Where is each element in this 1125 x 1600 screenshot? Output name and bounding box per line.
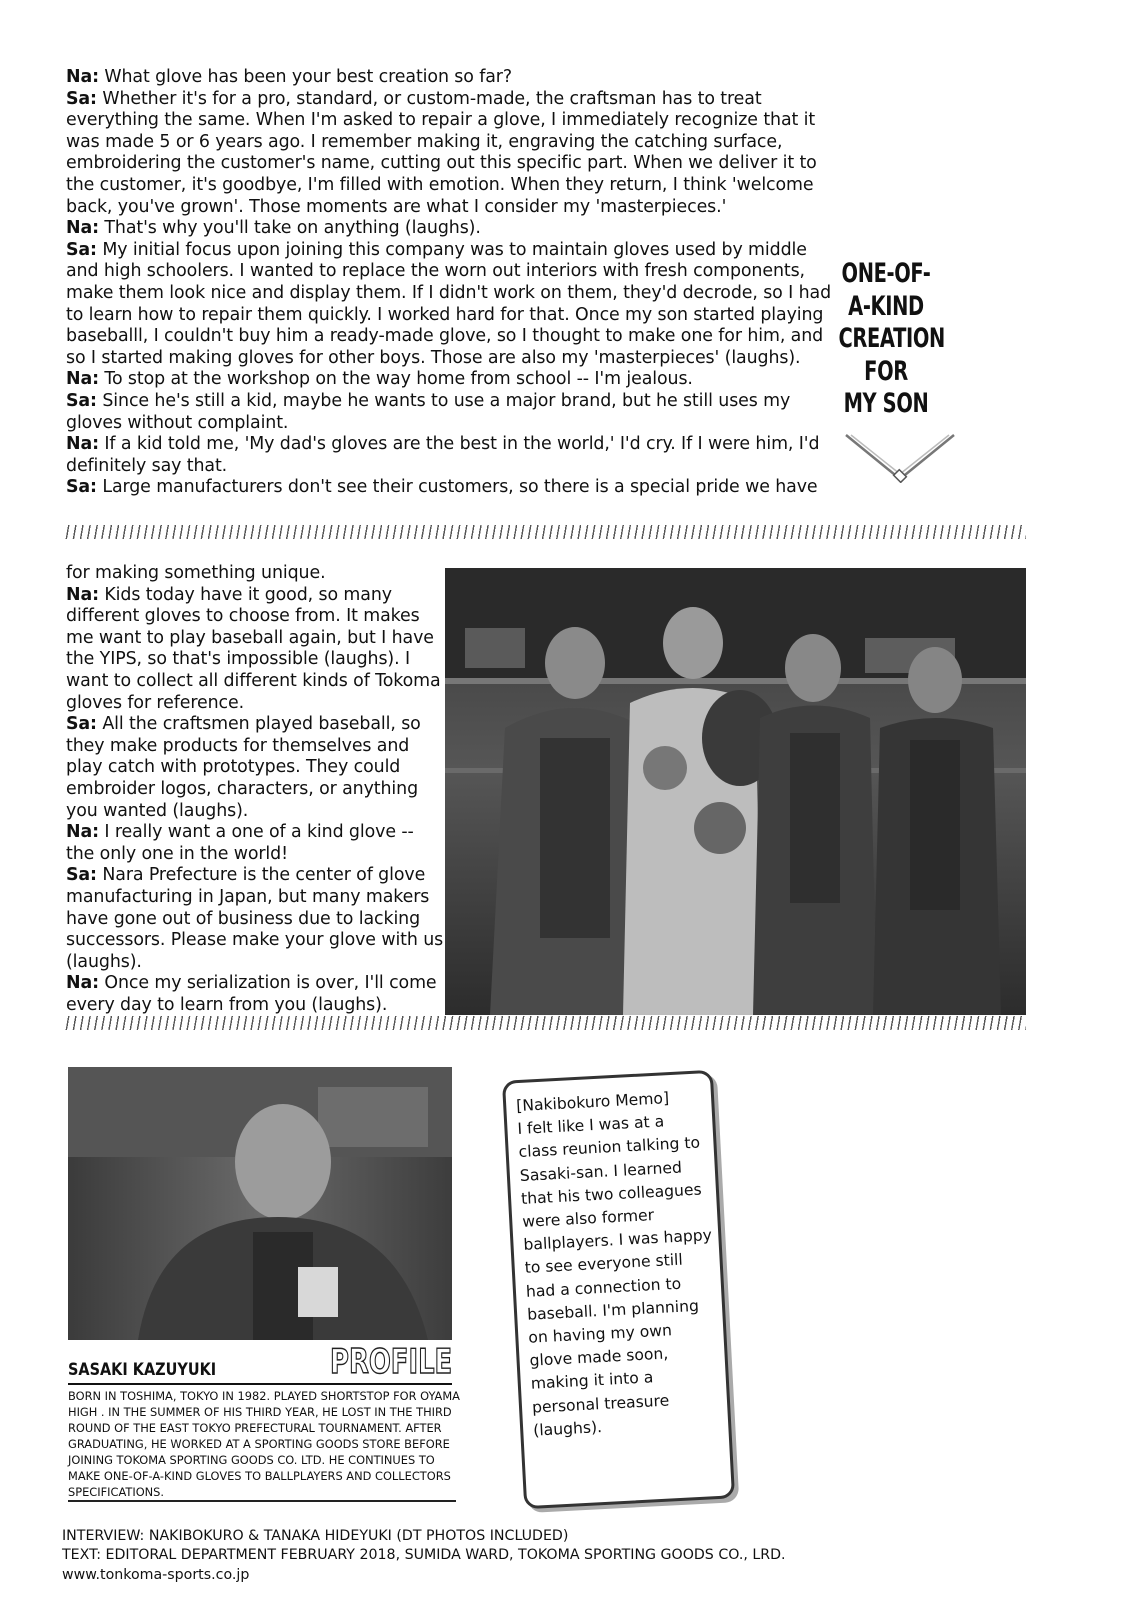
interview-text-top bbox=[66, 67, 836, 499]
dialogue-line: Na: If a kid told me, 'My dad's gloves are the best in the world,' I'd cry. If I were him, I'd definitely say that. bbox=[66, 434, 820, 476]
credits-text: TEXT: EDITORAL DEPARTMENT FEBRUARY 2018, SUMIDA WARD, TOKOMA SPORTING GOODS CO., LRD. bbox=[62, 1547, 786, 1564]
credits-interview: INTERVIEW: NAKIBOKURO & TANAKA HIDEYUKI (DT PHOTOS INCLUDED) bbox=[62, 1528, 569, 1544]
headline-line: ONE-OF- bbox=[841, 258, 931, 289]
profile-bio: BORN IN TOSHIMA, TOKYO IN 1982. PLAYED SHORTSTOP FOR OYAMA HIGH . IN THE SUMMER OF HIS THIRD YEAR, HE LOST IN THE THIRD ROUND OF THE EAST TOKYO PREFECTURAL TOURNAMENT. AFTER GRADUATING, HE WORKED AT A SPORTING GOODS STORE BEFORE JOINING TOKOMA SPORTING GOODS CO. LTD. HE CONTINUES TO MAKE ONE-OF-A-KIND GLOVES TO BALLPLAYERS AND COLLECTORS SPECIFICATIONS. bbox=[68, 1389, 460, 1499]
profile-photo-illustration bbox=[68, 1067, 452, 1340]
dialogue-line: Sa: Large manufacturers don't see their customers, so there is a special pride we have bbox=[66, 477, 818, 498]
profile-divider bbox=[68, 1383, 452, 1385]
dialogue-line: Sa: My initial focus upon joining this company was to maintain gloves used by middle and high schoolers. I wanted to replace the worn out interiors with fresh components, make them look nice and display them. If I didn't work on them, they'd decrode, so I had to learn how to repair them quickly. I worked hard for that. Once my son started playing baseballl, I couldn't buy him a ready-made glove, so I thought to make one for him, and so I started making gloves for other boys. Those are also my 'masterpieces' (laughs). bbox=[66, 239, 832, 368]
dialogue-line: Sa: Whether it's for a pro, standard, or custom-made, the craftsman has to treat everything the same. When I'm asked to repair a glove, I immediately recognize that it was made 5 or 6 years ago. I remember making it, engraving the catching surface, embroidering the customer's name, cutting out this specific part. When we deliver it to the customer, it's goodbye, I'm filled with emotion. When they return, I think 'welcome back, you've grown'. Those moments are what I consider my 'masterpieces.' bbox=[66, 88, 817, 217]
headline-line: MY SON bbox=[843, 388, 929, 419]
group-photo-illustration bbox=[445, 568, 1026, 1015]
profile-name: SASAKI KAZUYUKI bbox=[68, 1360, 217, 1380]
headline-line: CREATION bbox=[838, 323, 945, 354]
profile-label: PROFILE bbox=[330, 1342, 453, 1382]
dialogue-line: Na: That's why you'll take on anything (laughs). bbox=[66, 218, 481, 239]
stitch-divider bbox=[64, 1016, 1026, 1030]
memo-box bbox=[502, 1070, 735, 1509]
memo-heading: [Nakibokuro Memo] bbox=[515, 1089, 670, 1116]
dialogue-line: Na: What glove has been your best creation so far? bbox=[66, 67, 512, 87]
memo-text bbox=[516, 1085, 724, 1443]
credits bbox=[62, 1527, 862, 1585]
interview-text-middle bbox=[66, 563, 446, 1016]
dialogue-line: Sa: Since he's still a kid, maybe he wants to use a major brand, but he still uses my gloves without complaint. bbox=[66, 390, 791, 433]
dialogue-line: Na: Kids today have it good, so many different gloves to choose from. It makes me want to play baseball again, but I have the YIPS, so that's impossible (laughs). I want to collect all different kinds of Tokoma gloves for reference. bbox=[66, 584, 441, 713]
dialogue-line: for making something unique. bbox=[66, 563, 326, 583]
credits-url[interactable]: www.tonkoma-sports.co.jp bbox=[62, 1566, 250, 1583]
stitch-divider bbox=[64, 525, 1026, 539]
profile-photo bbox=[68, 1067, 452, 1340]
baseball-diamond-icon bbox=[842, 395, 958, 483]
profile-bio-underline bbox=[68, 1500, 456, 1502]
dialogue-line: Na: Once my serialization is over, I'll come every day to learn from you (laughs). bbox=[66, 973, 437, 1015]
headline-line: A-KIND bbox=[848, 290, 924, 322]
group-photo bbox=[445, 568, 1026, 1015]
headline-line: FOR bbox=[864, 355, 908, 387]
dialogue-line: Sa: Nara Prefecture is the center of glove manufacturing in Japan, but many makers have gone out of business due to lacking successors. Please make your glove with us (laughs). bbox=[66, 865, 444, 972]
memo-body: I felt like I was at a class reunion talking to Sasaki-san. I learned that his two colleagues were also former ballplayers. I was happy to see everyone still had a connection to baseball. I'm planning on having my own glove made soon, making it into a personal treasure (laughs). bbox=[517, 1112, 713, 1440]
dialogue-line: Na: To stop at the workshop on the way home from school -- I'm jealous. bbox=[66, 369, 693, 390]
dialogue-line: Sa: All the craftsmen played baseball, so they make products for themselves and play catch with prototypes. They could embroider logos, characters, or anything you wanted (laughs). bbox=[66, 714, 421, 821]
dialogue-line: Na: I really want a one of a kind glove -- the only one in the world! bbox=[66, 822, 414, 864]
